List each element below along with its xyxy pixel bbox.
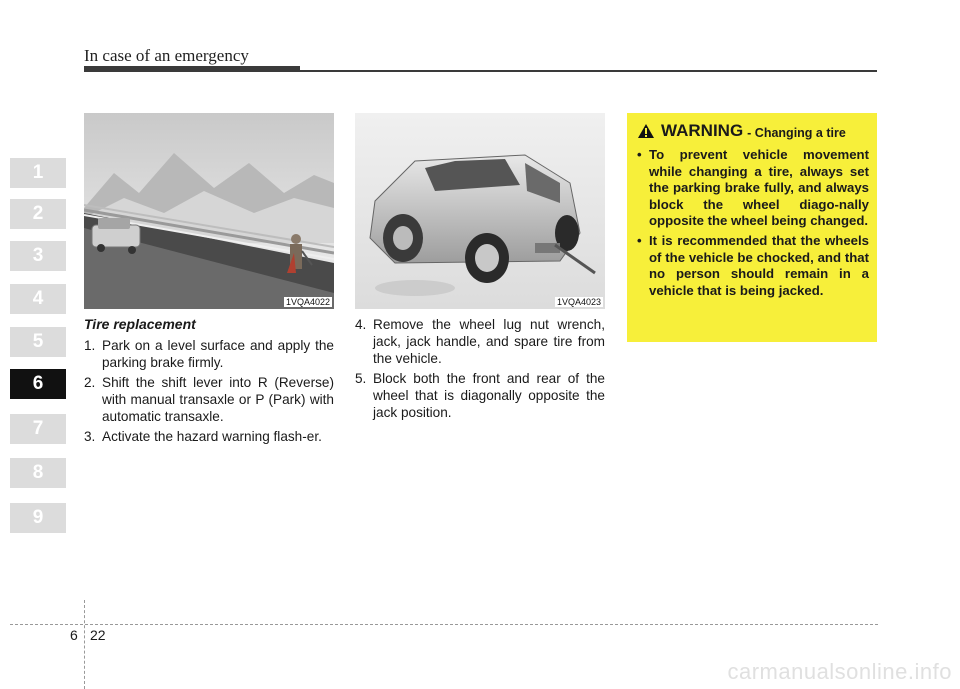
chapter-tab-7[interactable]: 7 <box>10 414 66 444</box>
chapter-tab-5[interactable]: 5 <box>10 327 66 357</box>
step-number: 1. <box>84 338 96 353</box>
step-text: Remove the wheel lug nut wrench, jack, jack handle, and spare tire from the vehicle. <box>373 317 605 366</box>
figure-code: 1VQA4023 <box>556 297 601 307</box>
chapter-tab-6[interactable]: 6 <box>10 369 66 399</box>
footer-rule <box>10 624 878 625</box>
step-number: 4. <box>355 317 367 332</box>
step-text: Activate the hazard warning flash-er. <box>102 429 322 444</box>
jack-car-illustration <box>355 113 605 309</box>
bullet: • <box>637 232 642 248</box>
warning-item <box>637 147 869 230</box>
roadside-illustration <box>84 113 334 309</box>
bullet: • <box>637 147 642 162</box>
chapter-tab-8[interactable]: 8 <box>10 458 66 488</box>
step-item <box>355 370 605 421</box>
step-text: Park on a level surface and apply the parking brake firmly. <box>102 338 334 370</box>
chapter-tab-1[interactable]: 1 <box>10 158 66 188</box>
header-rule <box>300 70 877 72</box>
header-bar <box>84 66 300 72</box>
warning-title: WARNING <box>661 121 744 140</box>
warning-list <box>637 147 869 302</box>
step-item <box>84 337 334 371</box>
watermark: carmanualsonline.info <box>727 659 952 684</box>
warning-text: To prevent vehicle movement while changing a tire, always set the parking brake fully, and always block the wheel diago-nally opposite the wheel being changed. <box>649 147 869 229</box>
chapter-tab-2[interactable]: 2 <box>10 199 66 229</box>
warning-header <box>637 121 846 141</box>
warning-triangle-icon <box>637 123 655 139</box>
step-number: 5. <box>355 371 367 386</box>
page-header-title: In case of an emergency <box>84 46 249 65</box>
warning-item <box>637 233 869 299</box>
footer-divider <box>84 600 85 689</box>
step-item <box>84 374 334 425</box>
step-item <box>84 428 334 445</box>
chapter-tab-4[interactable]: 4 <box>10 284 66 314</box>
step-number: 2. <box>84 375 96 390</box>
step-text: Shift the shift lever into R (Reverse) with manual transaxle or P (Park) with automatic transaxle. <box>102 375 334 424</box>
chapter-tab-3[interactable]: 3 <box>10 241 66 271</box>
step-text: Block both the front and rear of the wheel that is diagonally opposite the jack position. <box>373 371 605 420</box>
footer-chapter-number: 6 <box>70 627 78 643</box>
step-item <box>355 316 605 367</box>
steps-continued <box>355 316 605 424</box>
warning-subtitle: - Changing a tire <box>747 125 846 140</box>
section-title: Tire replacement <box>84 316 196 332</box>
footer-page-number: 22 <box>90 627 106 643</box>
chapter-tab-9[interactable]: 9 <box>10 503 66 533</box>
warning-text: It is recommended that the wheels of the vehicle be chocked, and that no person should remain in a vehicle that is being jacked. <box>649 232 869 298</box>
tire-replacement-section <box>84 316 334 448</box>
warning-box <box>627 113 877 342</box>
step-number: 3. <box>84 429 96 444</box>
figure-code: 1VQA4022 <box>285 297 330 307</box>
